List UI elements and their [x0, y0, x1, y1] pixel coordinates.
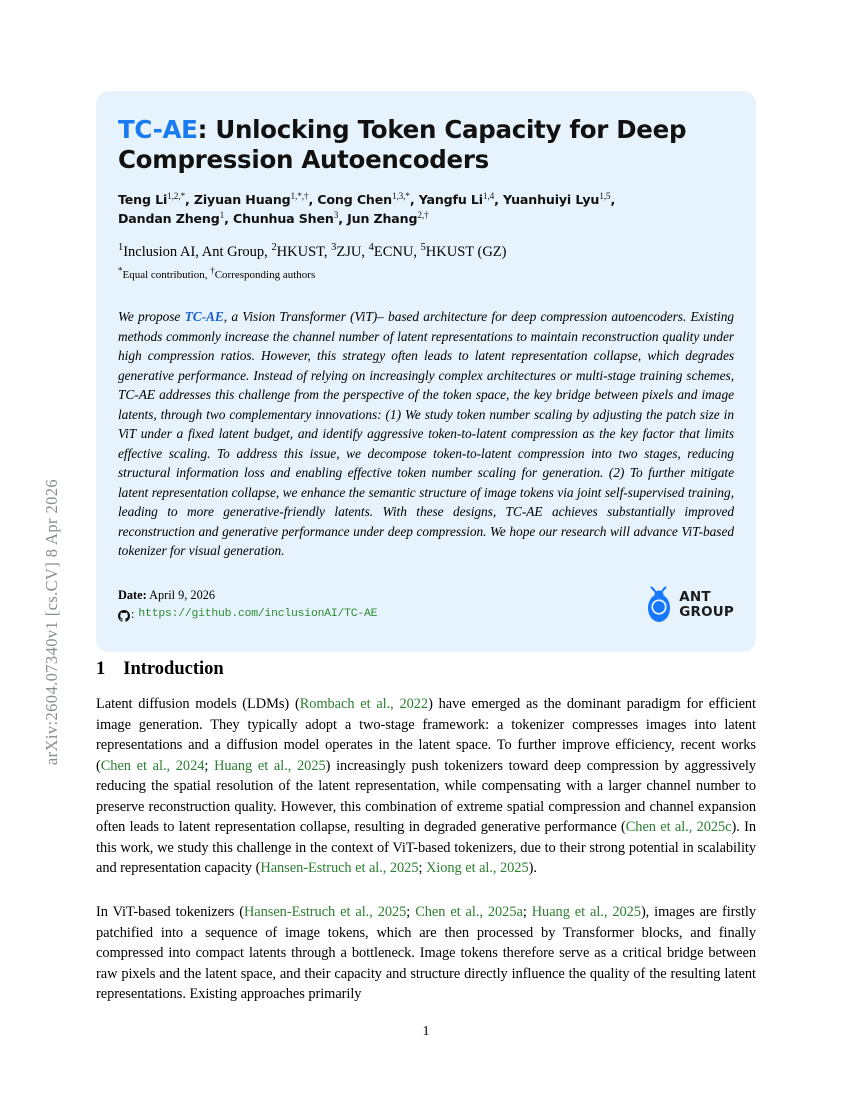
page-title — [118, 115, 734, 175]
date-line — [118, 586, 734, 605]
ant-mark-icon — [644, 586, 674, 624]
paragraph-1: Latent diffusion models (LDMs) (Rombach et al., 2022) have emerged as the dominant paradigm for efficient image generation. They typically adopt a two-stage framework: a tokenizer compresses images into latent representations and a diffusion model operates in the latent space. To further improve efficiency, recent works (Chen et al., 2024; Huang et al., 2025) increasingly push tokenizers toward deep compression by aggressively reducing the spatial resolution of the latent representation, while compensating with a larger channel number to preserve reconstruction quality. However, this combination of extreme spatial compression and channel expansion often leads to latent representation collapse, resulting in degraded generative performance (Chen et al., 2025c). In this work, we study this challenge in the context of ViT-based tokenizers, due to their strong potential in scalability and representation capacity (Hansen-Estruch et al., 2025; Xiong et al., 2025). — [96, 696, 757, 877]
author-line-1: Teng $Li^{1,2,*}$, Ziyuan Huang$^{1,*,\dagger}$, Cong Chen$^{1,3,*}$, Yangfu Li$^{1,4}$, Yuanhuiyi Lyu$^{1,5}$, — [118, 191, 616, 207]
ant-logo-line-1: ANT — [679, 588, 711, 605]
ant-group-wordmark — [679, 590, 734, 620]
section-heading-introduction — [96, 659, 224, 680]
page-number: 1 — [422, 1024, 430, 1039]
title-rest: : Unlocking Token Capacity for Deep Compression Autoencoders — [118, 115, 687, 174]
github-link-row[interactable] — [118, 607, 734, 622]
abstract-text — [118, 307, 734, 561]
meta-block — [118, 586, 734, 632]
author-line-2: Dandan Zheng$^1$, Chunhua Shen$^3$, Jun Zhang$^{2,\dagger}$ — [118, 210, 429, 226]
arxiv-stamp: arXiv:2604.07340v1 [cs.CV] 8 Apr 2026 — [42, 478, 61, 766]
date-label: Date: — [118, 587, 147, 602]
abstract-lead: We propose — [118, 309, 185, 325]
author-list — [118, 190, 734, 228]
github-colon: : — [131, 606, 135, 621]
github-url[interactable]: https://github.com/inclusionAI/TC-AE — [138, 608, 378, 621]
paragraph-2: In ViT-based tokenizers (Hansen-Estruch et al., 2025; Chen et al., 2025a; Huang et al., 2025), images are firstly patchified into a sequence of image tokens, which are then processed by Transformer blocks, and finally compressed into compact latents through a bottleneck. Image tokens therefore serve as a critical bridge between raw pixels and the latent space, and their capacity and structure directly influence the quality of the resulting latent representations. Existing approaches primarily — [96, 904, 756, 1003]
github-icon — [118, 609, 130, 621]
section-title: Introduction — [123, 659, 224, 679]
title-accent: TC-AE — [118, 115, 198, 144]
section-number: 1 — [96, 659, 106, 679]
abstract-body: , a Vision Transformer (ViT)– based architecture for deep compression autoencoders. Existing methods commonly increase the channel number of latent representations to maintain reconstruction quality under high compression ratios. However, this strategy often leads to latent representation collapse, which degrades generative performance. Instead of relying on increasingly complex architectures or multi-stage training schemes, TC-AE addresses this challenge from the perspective of the token space, the key bridge between pixels and image latents, through two complementary innovations: (1) We study token number scaling by adjusting the patch size in ViT under a fixed latent budget, and identify aggressive token-to-latent compression as the key factor that limits effective scaling. To address this issue, we decompose token-to-latent compression into two stages, reducing structural information loss and enabling effective token number scaling for generation. (2) To further mitigate latent representation collapse, we enhance the semantic structure of image tokens via joint self-supervised training, leading to more generative-friendly latents. With these designs, TC-AE achieves substantially improved reconstruction and generative performance under deep compression. We hope our research will advance ViT-based tokenizer for visual generation. — [118, 309, 734, 559]
date-value: April 9, 2026 — [149, 587, 216, 602]
abstract-accent: TC-AE — [184, 309, 224, 325]
affiliations: $^1$Inclusion AI, Ant Group, $^2$HKUST, $^3$ZJU, $^4$ECNU, $^5$HKUST (GZ) — [118, 242, 507, 261]
title-abstract-panel — [96, 91, 756, 652]
contribution-note: *Equal contribution, †Corresponding authors — [118, 265, 316, 282]
ant-logo-line-2: GROUP — [679, 603, 734, 620]
paper-page — [96, 0, 756, 1100]
ant-group-logo — [644, 586, 734, 624]
